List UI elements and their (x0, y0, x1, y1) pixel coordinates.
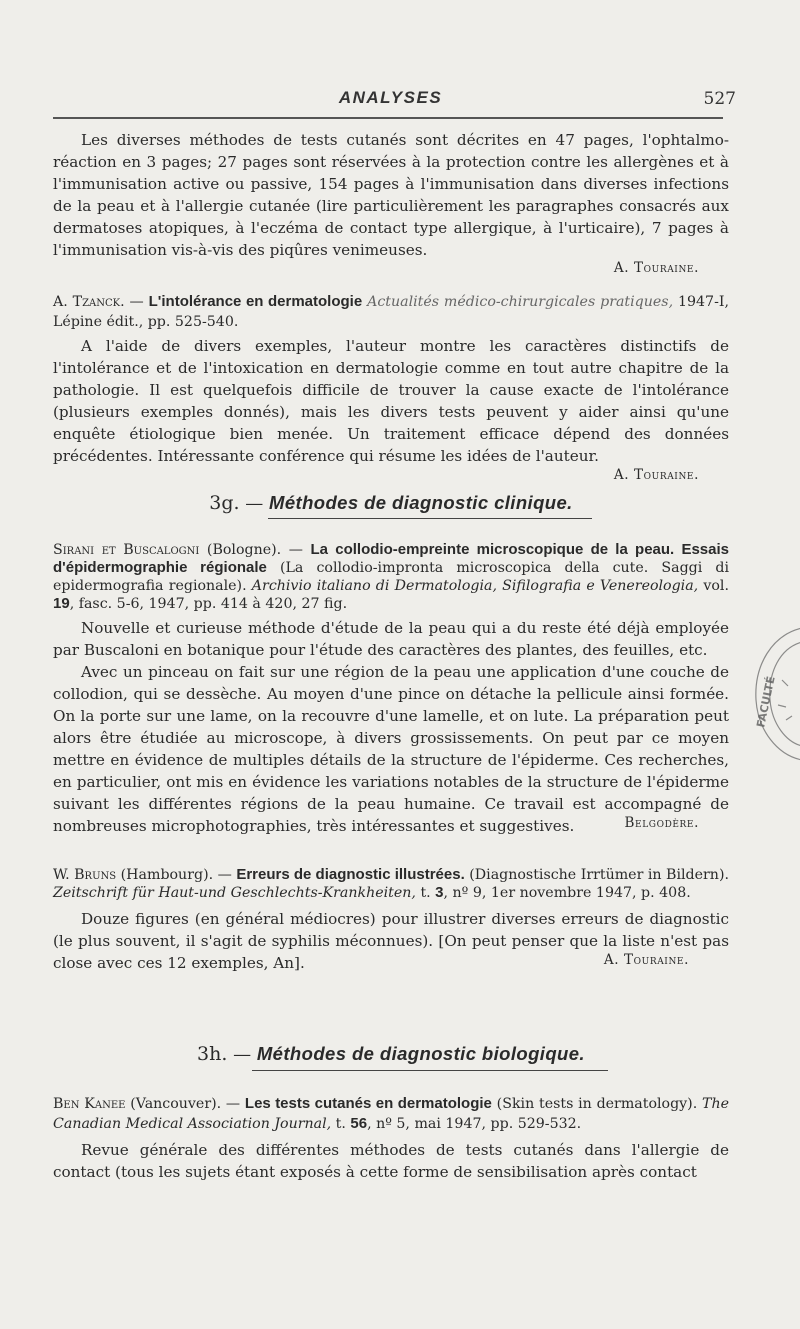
entry-reference-post: , fasc. 5-6, 1947, pp. 414 à 420, 27 fig. (69, 596, 348, 612)
section-dash: — (239, 493, 270, 514)
intro-review (53, 129, 729, 276)
library-stamp-graphic (742, 610, 800, 770)
entry-title: L'intolérance en dermatologie (148, 293, 363, 310)
entry-source: The Canadian Medical Association Journal, (53, 1096, 730, 1132)
entry-place: (Bologne). — (199, 542, 311, 558)
entry-reference-post: , nº 5, mai 1947, pp. 529-532. (367, 1116, 582, 1132)
running-title: ANALYSES (338, 88, 443, 107)
entry-title-original: (Diagnostische Irrtümer in Bildern). (464, 867, 729, 883)
entry-volume: 3 (435, 884, 444, 901)
entry-place: (Vancouver). — (125, 1096, 245, 1112)
entry-heading (53, 541, 729, 613)
review-entry-kanee (53, 1094, 729, 1183)
entry-reference-pre: t. (331, 1116, 351, 1132)
entry-place: (Hambourg). — (116, 867, 237, 883)
section-heading-3g (53, 492, 729, 514)
entry-source: Zeitschrift für Haut-und Geschlechts-Krankheiten, (53, 885, 416, 901)
section-dash: — (227, 1044, 257, 1065)
entry-source: Archivio italiano di Dermatologia, Sifilografia e Venereologia, (246, 578, 699, 594)
entry-body: Revue générale des différentes méthodes de tests cutanés dans l'allergie de contact (tous les sujets étant exposés à cette forme de sensibilisation après contact (53, 1141, 729, 1181)
entry-body-paragraph-1: Nouvelle et curieuse méthode d'étude de la peau qui a du reste été déjà employée par Buscaloni en botanique pour l'étude des caractères des plantes, des feuilles, etc. (53, 619, 729, 659)
entry-heading (53, 1094, 729, 1134)
entry-source: Actualités médico-chirurgicales pratiques, (367, 294, 674, 310)
entry-reference: 1947-I, Lépine édit., pp. 525-540. (53, 294, 729, 330)
section-underline (268, 518, 592, 519)
entry-title: Les tests cutanés en dermatologie (244, 1095, 492, 1112)
section-title: Méthodes de diagnostic biologique. (256, 1043, 585, 1064)
entry-volume: 19 (53, 595, 70, 612)
entry-title-original: (Skin tests in dermatology). (491, 1096, 698, 1112)
review-entry-tzanck (53, 292, 729, 483)
entry-author: Ben Kanee (53, 1096, 126, 1112)
entry-reference-pre: vol. (698, 578, 729, 594)
entry-reference-pre: t. (415, 885, 436, 901)
review-entry-bruns (53, 866, 729, 972)
intro-signature: A. Touraine. (613, 260, 699, 276)
entry-signature: Belgodère. (624, 815, 699, 831)
header-rule (53, 117, 723, 119)
review-entry-sirani (53, 541, 729, 835)
entry-body: Douze figures (en général médiocres) pour illustrer diverses erreurs de diagnostic (le plus souvent, il s'agit de syphilis méconnues). [On peut penser que la liste n'est pas close avec ces 12 exemples, An]. (53, 910, 729, 972)
intro-paragraph: Les diverses méthodes de tests cutanés sont décrites en 47 pages, l'ophtalmo-réaction en 3 pages; 27 pages sont réservées à la protection contre les allergènes et à l'immunisation active ou passive, 154 pages à l'immunisation dans diverses infections de la peau et à l'allergie cutanée (lire particulièrement les paragraphes consacrés aux dermatoses atopiques, à l'eczéma de contact type allergique, à l'urticaire), 7 pages à l'immunisation vis-à-vis des piqûres venimeuses. (53, 131, 729, 259)
library-stamp (742, 610, 800, 770)
section-underline (252, 1070, 608, 1071)
section-heading-3h (53, 1043, 729, 1065)
entry-reference-post: , nº 9, 1er novembre 1947, p. 408. (443, 885, 691, 901)
entry-title-original: (La collodio-impronta microscopica della cute. Saggi di epidermografia regionale). (53, 560, 729, 594)
entry-author: Sirani et Buscalogni (53, 542, 200, 558)
stamp-text: FACULTÉ (754, 675, 778, 729)
entry-title: Erreurs de diagnostic illustrées. (236, 866, 465, 883)
section-number: 3h. (197, 1043, 228, 1065)
entry-author: W. Bruns (53, 867, 117, 883)
entry-signature: A. Touraine. (603, 952, 689, 968)
entry-dash: — (124, 294, 149, 310)
entry-author: A. Tzanck. (53, 294, 125, 310)
entry-title: La collodio-empreinte microscopique de la peau. Essais d'épidermographie régionale (53, 541, 729, 576)
entry-body: A l'aide de divers exemples, l'auteur montre les caractères distinctifs de l'intolérance et de l'intoxication en dermatologie comme en tout autre chapitre de la pathologie. Il est quelquefois difficile de trouver la cause exacte de l'intolérance (plusieurs exemples donnés), mais les divers tests peuvent y aider ainsi qu'une enquête étiologique bien menée. Un traitement efficace dépend des données précédentes. Intéressante conférence qui résume les idées de l'auteur. (53, 337, 729, 465)
entry-volume: 56 (350, 1115, 368, 1132)
entry-signature: A. Touraine. (613, 467, 699, 483)
entry-heading (53, 292, 729, 332)
page-number: 527 (703, 89, 736, 109)
section-number: 3g. (209, 492, 240, 514)
entry-body-paragraph-2: Avec un pinceau on fait sur une région de la peau une application d'une couche de collodion, qui se dessèche. Au moyen d'une pince on détache la pellicule ainsi formée. On la porte sur une lame, on la recouvre d'une lamelle, et on lute. La préparation peut alors être étudiée au microscope, à divers grossissements. On peut par ce moyen mettre en évidence de multiples détails de la structure de l'épiderme. Ces recherches, en particulier, ont mis en évidence les variations notables de la structure de l'épiderme suivant les différentes régions de la peau humaine. Ce travail est accompagné de nombreuses microphotographies, très intéressantes et suggestives. (53, 663, 729, 835)
page-header (53, 88, 736, 112)
entry-heading (53, 866, 729, 902)
section-title: Méthodes de diagnostic clinique. (269, 492, 573, 513)
